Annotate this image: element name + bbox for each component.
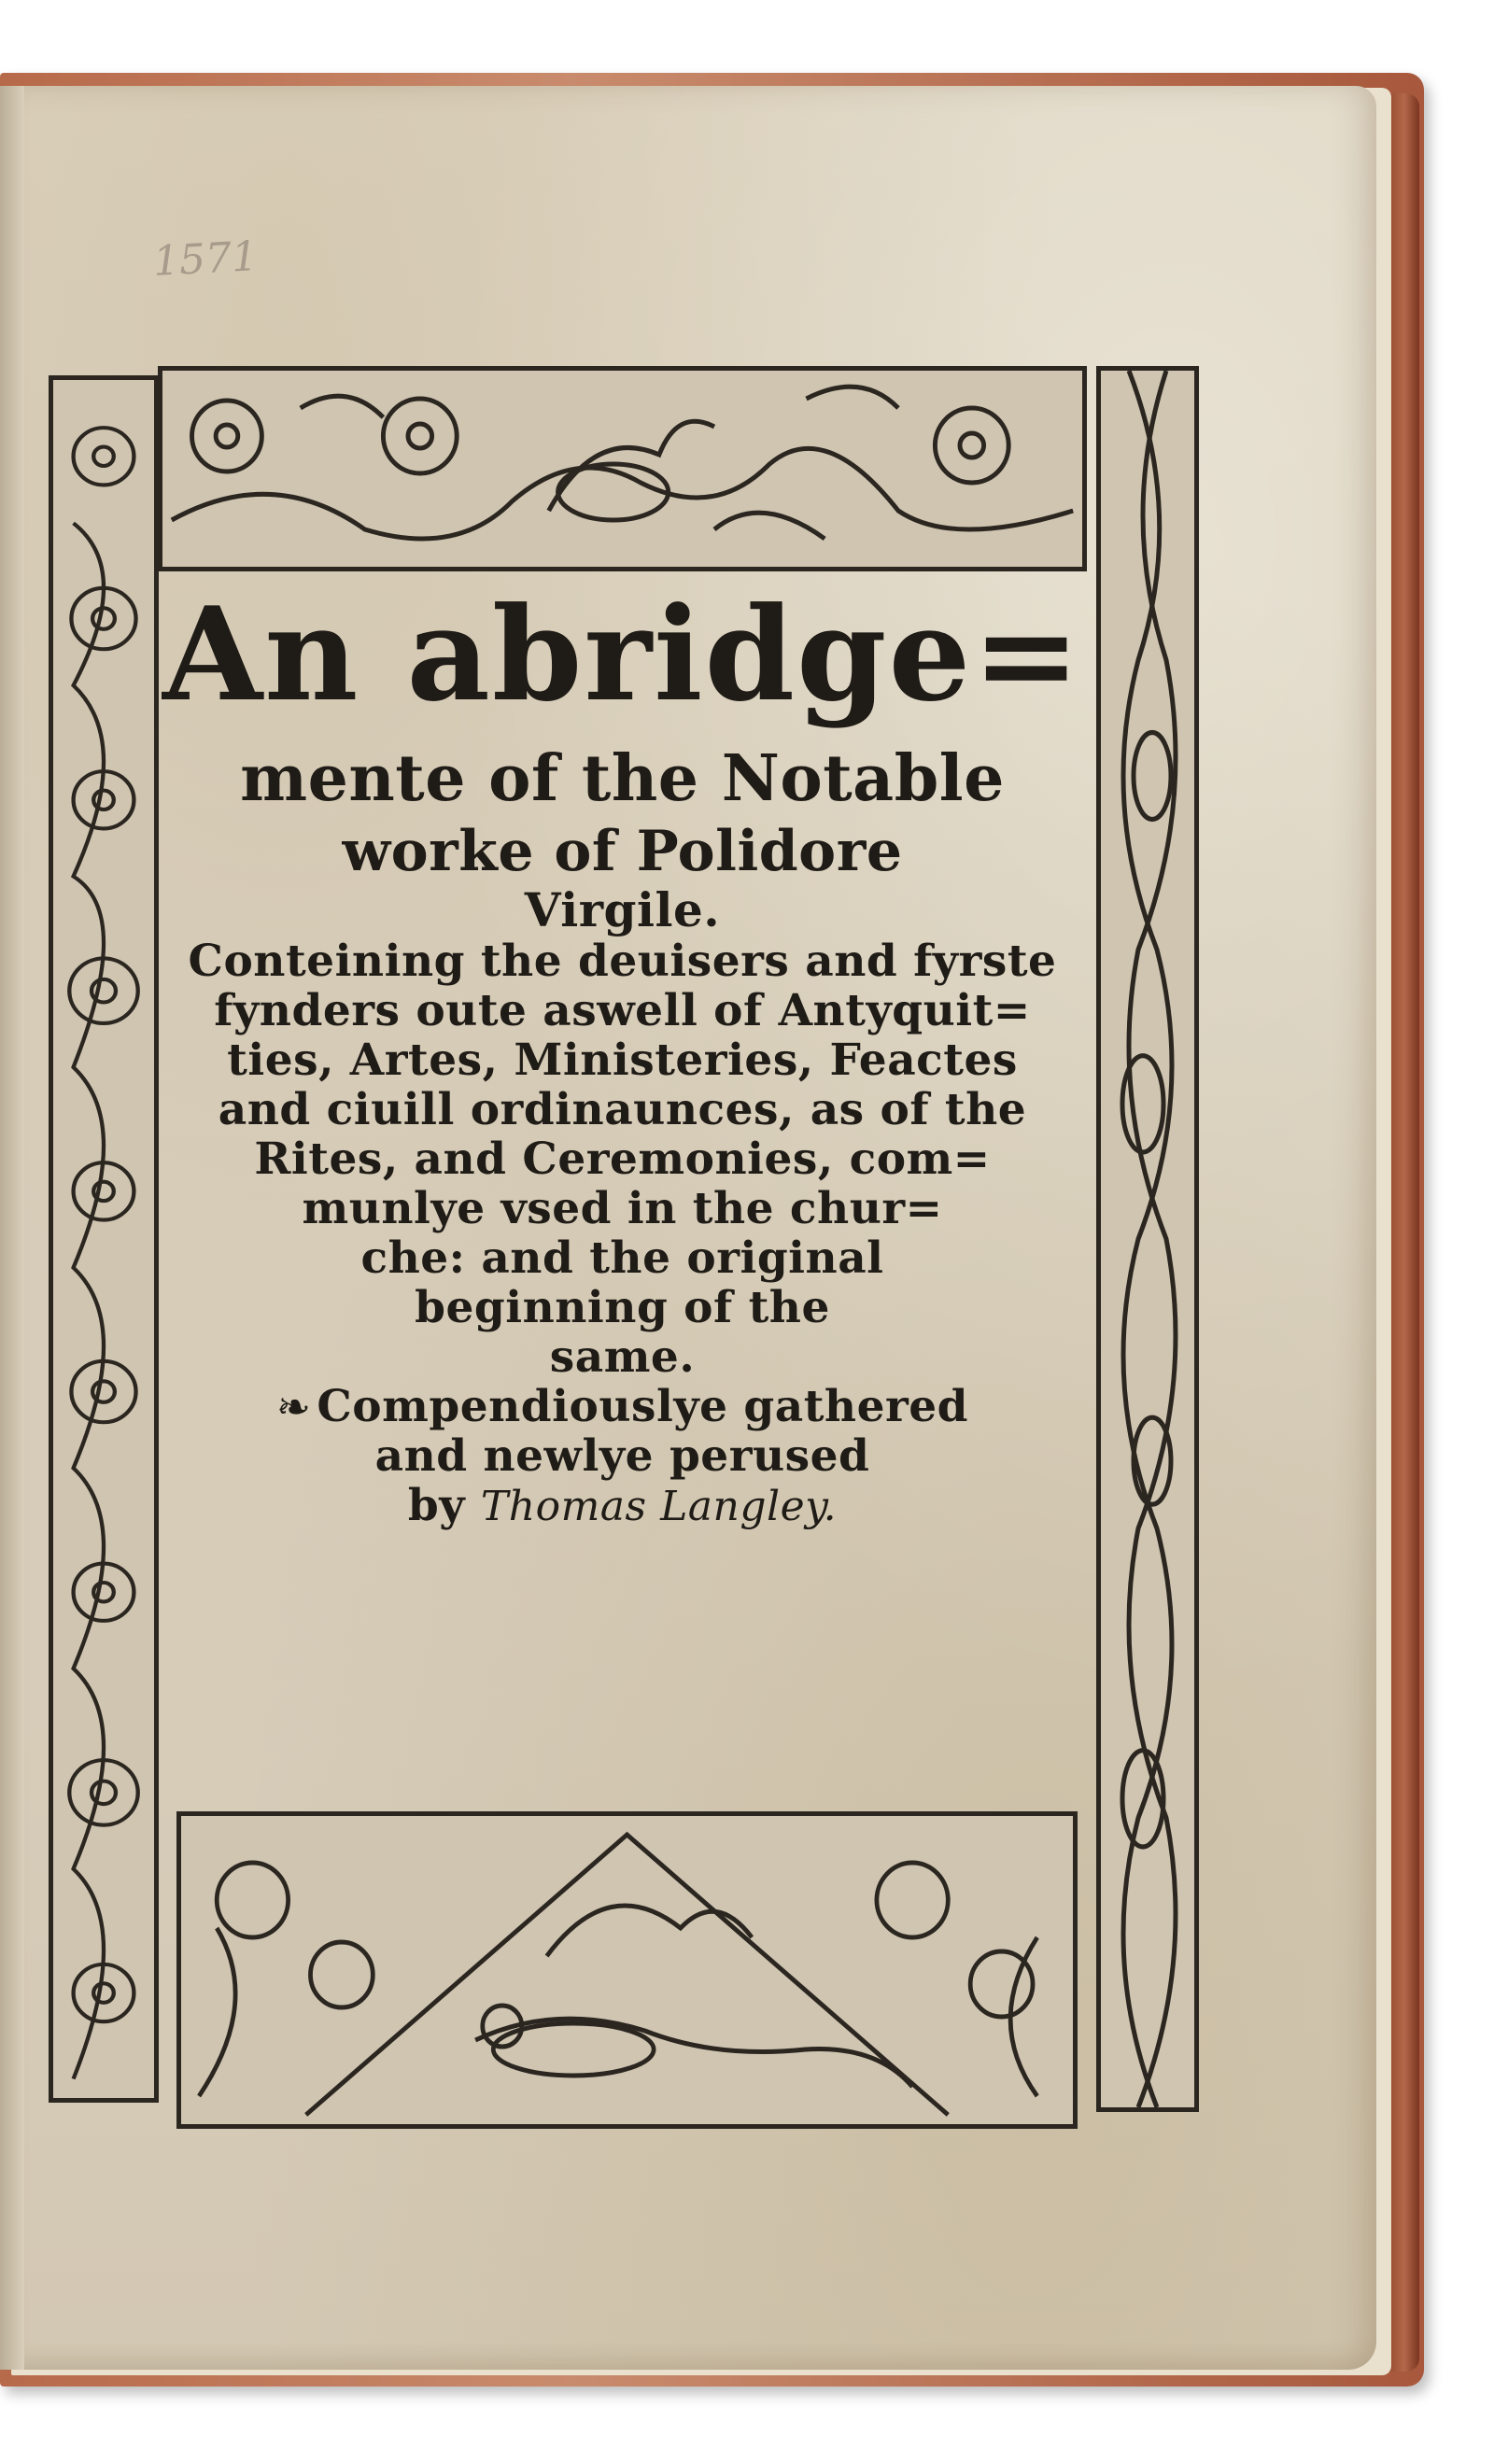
description-line-9: same. <box>549 1331 696 1383</box>
floral-ornament-left <box>53 380 154 2098</box>
subtitle-line-3: Virgile. <box>524 882 721 937</box>
woodcut-border-bottom <box>176 1811 1078 2129</box>
title-text-block <box>162 571 1082 1804</box>
compiler-text-1: Compendiouslye gathered <box>317 1381 969 1432</box>
pencil-annotation: 1571 <box>151 232 260 286</box>
animal-ornament-bottom <box>181 1816 1073 2124</box>
subtitle-line-2: worke of Polidore <box>342 819 903 884</box>
description-line-6: munlye vsed in the chur= <box>302 1183 943 1234</box>
woodcut-border-top <box>158 366 1087 571</box>
description-line-7: che: and the original <box>360 1232 884 1284</box>
fleuron-icon: ❧ <box>275 1384 312 1431</box>
book-title: An abridge= <box>162 578 1082 730</box>
author-name: Thomas Langley. <box>480 1483 838 1530</box>
description-line-4: and ciuill ordinaunces, as of the <box>218 1084 1027 1135</box>
vine-ornament-right <box>1101 371 1194 2107</box>
compiler-line-2: and newlye perused <box>374 1430 870 1482</box>
by-label: by <box>407 1480 466 1531</box>
description-line-2: fynders oute aswell of Antyquit= <box>214 985 1031 1036</box>
bird-flower-ornament-top <box>162 371 1082 567</box>
title-page <box>13 86 1376 2370</box>
compiler-line-1 <box>162 1381 1082 1432</box>
woodcut-border-right <box>1096 366 1199 2112</box>
description-line-3: ties, Artes, Ministeries, Feactes <box>227 1035 1018 1086</box>
woodcut-border-left <box>49 375 159 2103</box>
author-line <box>162 1480 1082 1531</box>
description-line-1: Conteining the deuisers and fyrste <box>188 936 1057 987</box>
page-gutter <box>0 86 24 2370</box>
subtitle-line-1: mente of the Notable <box>240 741 1005 816</box>
description-line-5: Rites, and Ceremonies, com= <box>254 1133 991 1185</box>
description-line-8: beginning of the <box>415 1282 830 1333</box>
